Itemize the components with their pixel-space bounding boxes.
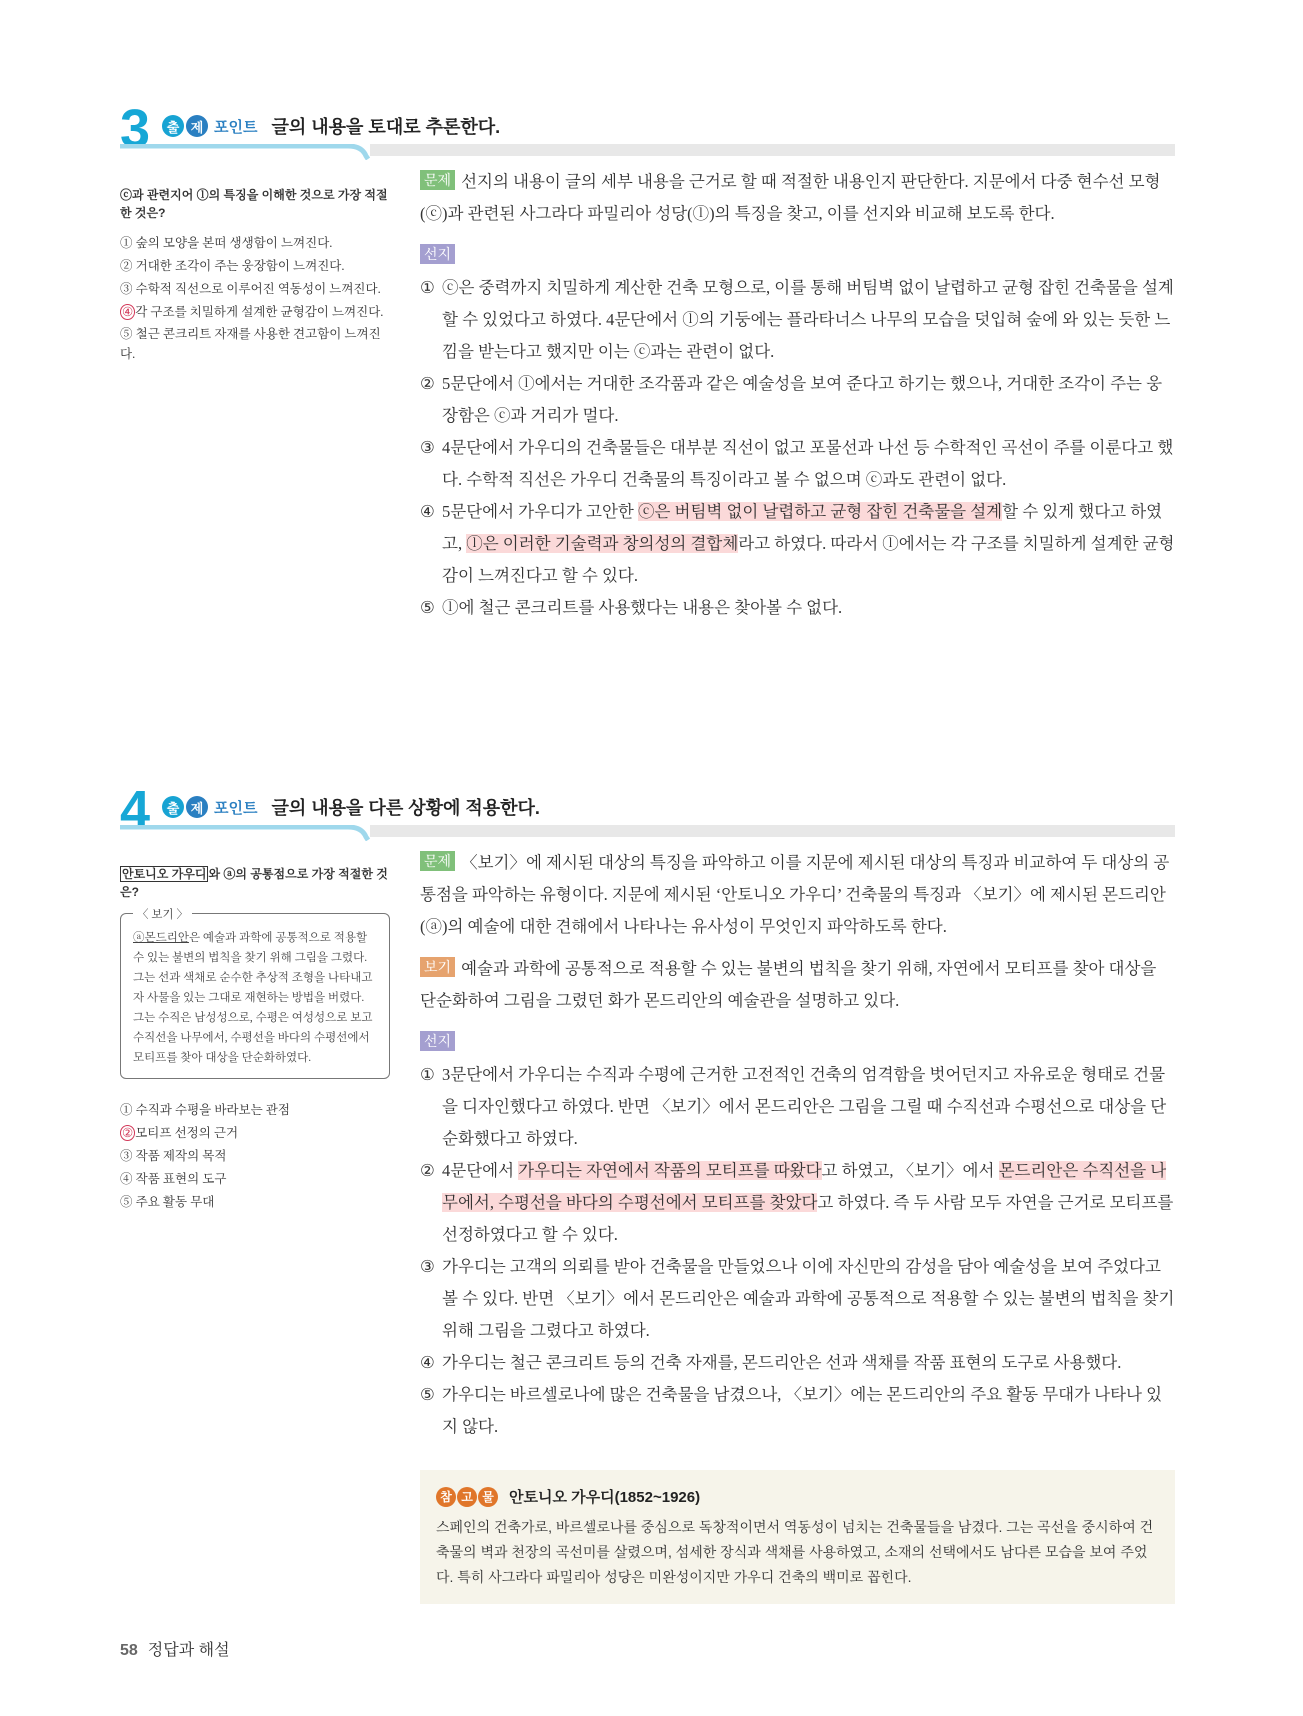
highlight: 몬드리안은 수직선을 나무에서, 수평선을 바다의 수평선에서 모티프를 찾았다 [442,1161,1167,1212]
choice-explanation: ② 4문단에서 가우디는 자연에서 작품의 모티프를 따왔다고 하였고, 〈보기〉에서 몬드리안은 수직선을 나무에서, 수평선을 바다의 수평선에서 모티프를 찾았다고 하였다. 즉 두 사람 모두 자연을 근거로 모티프를 선정하였다고 할 수 있다. [420,1161,1174,1244]
problem-text: 선지의 내용이 글의 세부 내용을 근거로 할 때 적절한 내용인지 판단한다. 지문에서 다중 현수선 모형(ⓒ)과 관련된 사그라다 파밀리아 성당(ⓛ)의 특징을 찾고, 이를 선지와 비교해 보도록 한다. [420,172,1161,223]
choice-tag: 선지 [420,244,455,264]
problem-text: 〈보기〉에 제시된 대상의 특징을 파악하고 이를 지문에 제시된 대상의 특징과 비교하여 두 대상의 공통점을 파악하는 유형이다. 지문에 제시된 ‘안토니오 가우디’ 건축물의 특징과 〈보기〉에 제시된 몬드리안(ⓐ)의 예술에 대한 견해에서 나타나는 유사성이 무엇인지 파악하도록 한다. [420,853,1170,936]
question-stem: 안토니오 가우디 와 ⓐ의 공통점으로 가장 적절한 것은? [120,867,388,899]
section-3-header [120,99,1175,159]
choice-explanation: ⑤ ⓛ에 철근 콘크리트를 사용했다는 내용은 찾아볼 수 없다. [420,598,843,617]
choice-explanations [420,272,1175,624]
bogi-explanation-block [420,953,1175,1017]
highlight: ⓛ은 이러한 기술력과 창의성의 결합체 [466,534,739,553]
option: ⑤ 주요 활동 무대 [120,1195,215,1209]
choice-explanation: ① 3문단에서 가우디는 수직과 수평에 근거한 고전적인 건축의 엄격함을 벗어던지고 자유로운 형태로 건물을 디자인했다고 하였다. 반면 〈보기〉에서 몬드리안은 그림을 그릴 때 수직선과 수평선으로 대상을 단순화했다고 하였다. [420,1065,1167,1148]
exam-point-badge [162,113,500,139]
badge-char: 출 [162,115,184,137]
reference-header [436,1486,1159,1507]
reference-body: 스페인의 건축가로, 바르셀로나를 중심으로 독창적이면서 역동성이 넘치는 건축물들을 남겼다. 그는 곡선을 중시하여 건축물의 벽과 천장의 곡선미를 살렸으며, 섬세한 장식과 색채를 사용하였고, 소재의 선택에서도 남다른 모습을 보여 주었다. 특히 사그라다 파밀리아 성당은 미완성이지만 가우디 건축의 백미로 꼽힌다. [436,1519,1154,1585]
bogi-explanation-text: 예술과 과학에 공통적으로 적용할 수 있는 불변의 법칙을 찾기 위해, 자연에서 모티프를 찾아 대상을 단순화하여 그림을 그렸던 화가 몬드리안의 예술관을 설명하고 있다. [420,959,1157,1010]
bogi-underlined: ⓐ몬드리안 [133,932,189,944]
option: ② 거대한 조각이 주는 웅장함이 느껴진다. [120,259,345,273]
choice-explanation: ② 5문단에서 ⓛ에서는 거대한 조각품과 같은 예술성을 보여 준다고 하기는 했으나, 거대한 조각이 주는 웅장함은 ⓒ과 거리가 멀다. [420,374,1163,425]
bogi-box [120,909,390,1079]
section-4-header [120,780,1175,840]
section-3 [120,99,1175,617]
problem-tag: 문제 [420,170,455,190]
exam-point-badge [162,794,540,820]
choice-explanations [420,1059,1175,1443]
choice-explanation: ① ⓒ은 중력까지 치밀하게 계산한 건축 모형으로, 이를 통해 버팀벽 없이 날렵하고 균형 잡힌 건축물을 설계할 수 있었다고 하였다. 4문단에서 ⓛ의 기둥에는 플라타너스 나무의 모습을 덧입혀 숲에 와 있는 듯한 느낌을 받는다고 했지만 이는 ⓒ과는 관련이 없다. [420,278,1174,361]
option: ⑤ 철근 콘크리트 자재를 사용한 견고함이 느껴진다. [120,327,381,361]
section-title: 글의 내용을 토대로 추론한다. [271,117,501,137]
highlight: 가우디는 자연에서 작품의 모티프를 따왔다 [518,1161,822,1180]
reference-badge: 참 고 물 [436,1487,499,1507]
choice-explanation: ③ 가우디는 고객의 의뢰를 받아 건축물을 만들었으나 이에 자신만의 감성을 담아 예술성을 보여 주었다고 볼 수 있다. 반면 〈보기〉에서 몬드리안은 예술과 과학에 공통적으로 적용할 수 있는 불변의 법칙을 찾기 위해 그림을 그렸다고 하였다. [420,1257,1175,1340]
header-divider [120,144,1175,156]
badge-char: 출 [162,796,184,818]
choice-tag-row [420,240,1175,272]
footer-label: 정답과 해설 [147,1642,230,1659]
section-4 [120,780,1175,1436]
choice-tag: 선지 [420,1031,455,1051]
option: ③ 수학적 직선으로 이루어진 역동성이 느껴진다. [120,282,381,296]
reference-box [420,1470,1175,1604]
explanation-column [420,847,1175,1443]
choice-explanation: ③ 4문단에서 가우디의 건축물들은 대부분 직선이 없고 포물선과 나선 등 수학적인 곡선이 주를 이룬다고 했다. 수학적 직선은 가우디 건축물의 특징이라고 볼 수 없으며 ⓒ과도 관련이 없다. [420,438,1174,489]
section-number: 4 [120,780,151,840]
question-column [120,186,390,364]
option: ④ 작품 표현의 도구 [120,1172,227,1186]
problem-block [420,166,1175,230]
question-column [120,865,390,1214]
section-number: 3 [120,99,151,159]
option: ③ 작품 제작의 목적 [120,1149,227,1163]
point-label: 포인트 [214,799,258,817]
badge-char: 제 [186,796,208,818]
choice-tag-row [420,1027,1175,1059]
option-correct: ② 모티프 선정의 근거 [122,1126,239,1140]
page-number: 58 [120,1642,138,1659]
page-footer [120,1637,230,1660]
section-title: 글의 내용을 다른 상황에 적용한다. [271,798,540,818]
badge-char: 제 [186,115,208,137]
question-stem: ⓒ과 관련지어 ⓛ의 특징을 이해한 것으로 가장 적절한 것은? [120,188,388,220]
point-label: 포인트 [214,118,258,136]
choice-explanation: ⑤ 가우디는 바르셀로나에 많은 건축물을 남겼으나, 〈보기〉에는 몬드리안의 주요 활동 무대가 나타나 있지 않다. [420,1385,1163,1436]
bogi-tag: 보기 [420,957,455,977]
problem-block [420,847,1175,943]
choice-explanation: ④ 5문단에서 가우디가 고안한 ⓒ은 버팀벽 없이 날렵하고 균형 잡힌 건축물을 설계할 수 있게 했다고 하였고, ⓛ은 이러한 기술력과 창의성의 결합체라고 하였다. 따라서 ⓛ에서는 각 구조를 치밀하게 설계한 균형감이 느껴진다고 할 수 있다. [420,502,1175,585]
explanation-column [420,166,1175,624]
option-correct: ④ 각 구조를 치밀하게 설계한 균형감이 느껴진다. [122,305,384,319]
option: ① 숲의 모양을 본떠 생생함이 느껴진다. [120,236,333,250]
bogi-text: 은 예술과 과학에 공통적으로 적용할 수 있는 불변의 법칙을 찾기 위해 그림을 그렸다. 그는 선과 색채로 순수한 추상적 조형을 나타내고자 사물을 있는 그대로 재현하는 방법을 버렸다. 그는 수직은 남성성으로, 수평은 여성성으로 보고 수직선을 나무에서, 수평선을 바다의 수평선에서 모티프를 찾아 대상을 단순화하였다. [133,932,373,1064]
problem-tag: 문제 [420,851,455,871]
choice-explanation: ④ 가우디는 철근 콘크리트 등의 건축 자재를, 몬드리안은 선과 색채를 작품 표현의 도구로 사용했다. [420,1353,1122,1372]
option: ① 수직과 수평을 바라보는 관점 [120,1103,290,1117]
highlight: ⓒ은 버팀벽 없이 날렵하고 균형 잡힌 건축물을 설계 [637,502,1003,521]
header-divider [120,825,1175,837]
reference-title: 안토니오 가우디(1852~1926) [509,1489,701,1506]
bogi-label: 〈 보기 〉 [133,905,192,925]
